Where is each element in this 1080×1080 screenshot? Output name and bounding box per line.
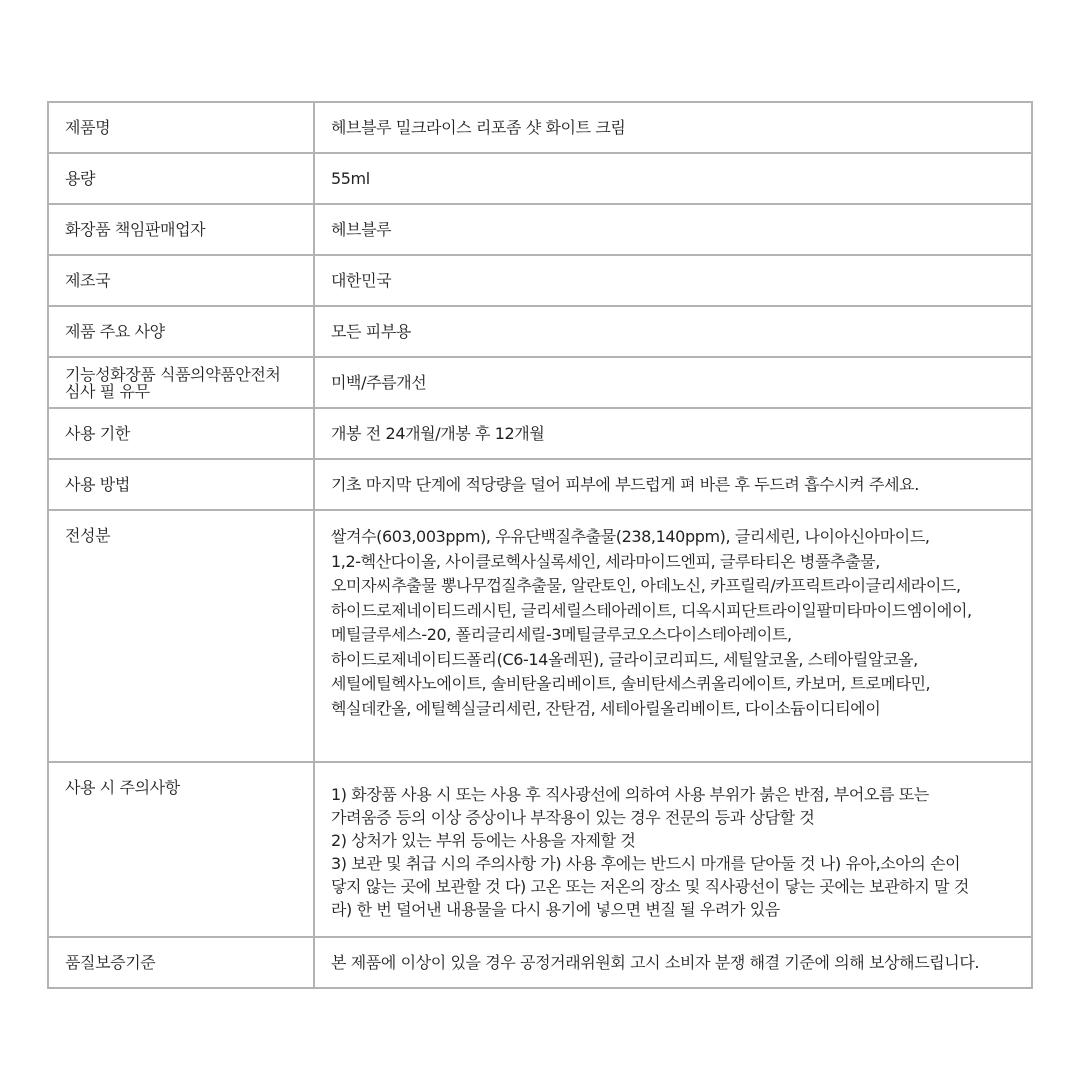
product-info-table [47, 101, 1033, 989]
ingredients-line: 메틸글루세스-20, 폴리글리세릴-3메틸글루코오스다이스테아레이트, [331, 625, 792, 644]
value-expiry: 개봉 전 24개월/개봉 후 12개월 [314, 408, 1032, 459]
cautions-line: 라) 한 번 덜어낸 내용물을 다시 용기에 넣으면 변질 될 우려가 있음 [331, 900, 780, 919]
value-ingredients [314, 510, 1032, 762]
label-seller: 화장품 책임판매업자 [48, 204, 314, 255]
table-row-spec [48, 306, 1032, 357]
cautions-line: 1) 화장품 사용 시 또는 사용 후 직사광선에 의하여 사용 부위가 붉은 반점, 부어오름 또는 [331, 785, 929, 804]
value-seller: 헤브블루 [314, 204, 1032, 255]
value-warranty: 본 제품에 이상이 있을 경우 공정거래위원회 고시 소비자 분쟁 해결 기준에 의해 보상해드립니다. [314, 937, 1032, 988]
label-volume: 용량 [48, 153, 314, 204]
label-expiry: 사용 기한 [48, 408, 314, 459]
label-functional: 기능성화장품 식품의약품안전처 심사 필 유무 [48, 357, 314, 408]
value-country: 대한민국 [314, 255, 1032, 306]
cautions-line: 3) 보관 및 취급 시의 주의사항 가) 사용 후에는 반드시 마개를 닫아둘 것 나) 유아,소아의 손이 [331, 854, 961, 873]
table-row-usage [48, 459, 1032, 510]
ingredients-line: 세틸에틸헥사노에이트, 솔비탄올리베이트, 솔비탄세스퀴올리에이트, 카보머, 트로메타민, [331, 674, 931, 693]
label-product-name: 제품명 [48, 102, 314, 153]
label-warranty: 품질보증기준 [48, 937, 314, 988]
label-cautions: 사용 시 주의사항 [48, 762, 314, 937]
table-row-product-name [48, 102, 1032, 153]
table-row-seller [48, 204, 1032, 255]
ingredients-line: 하이드로제네이티드레시틴, 글리세릴스테아레이트, 디옥시피단트라이일팔미타마이드엠이에이, [331, 600, 972, 620]
ingredients-line: 오미자씨추출물 뽕나무껍질추출물, 알란토인, 아데노신, 카프릴릭/카프릭트라이글리세라이드, [331, 576, 961, 595]
value-spec: 모든 피부용 [314, 306, 1032, 357]
value-volume: 55ml [314, 153, 1032, 204]
table-row-volume [48, 153, 1032, 204]
label-spec: 제품 주요 사양 [48, 306, 314, 357]
ingredients-line: 쌀겨수(603,003ppm), 우유단백질추출물(238,140ppm), 글리세린, 나이아신아마이드, [331, 527, 930, 546]
table-row-expiry [48, 408, 1032, 459]
table-row-country [48, 255, 1032, 306]
cautions-line: 닿지 않는 곳에 보관할 것 다) 고온 또는 저온의 장소 및 직사광선이 닿는 곳에는 보관하지 말 것 [331, 877, 969, 896]
ingredients-line: 헥실데칸올, 에틸헥실글리세린, 잔탄검, 세테아릴올리베이트, 다이소듐이디티에이 [331, 698, 881, 718]
table-row-cautions [48, 762, 1032, 937]
cautions-line: 가려움증 등의 이상 증상이나 부작용이 있는 경우 전문의 등과 상담할 것 [331, 808, 815, 827]
table-row-ingredients [48, 510, 1032, 762]
label-usage: 사용 방법 [48, 459, 314, 510]
ingredients-line: 1,2-헥산다이올, 사이클로헥사실록세인, 세라마이드엔피, 글루타티온 병풀추출물, [331, 551, 880, 571]
label-country: 제조국 [48, 255, 314, 306]
label-ingredients: 전성분 [48, 510, 314, 762]
value-product-name: 헤브블루 밀크라이스 리포좀 샷 화이트 크림 [314, 102, 1032, 153]
cautions-line: 2) 상처가 있는 부위 등에는 사용을 자제할 것 [331, 831, 636, 850]
value-functional: 미백/주름개선 [314, 357, 1032, 408]
value-usage: 기초 마지막 단계에 적당량을 덜어 피부에 부드럽게 펴 바른 후 두드려 흡수시켜 주세요. [314, 459, 1032, 510]
value-cautions [314, 762, 1032, 937]
table-row-functional [48, 357, 1032, 408]
ingredients-line: 하이드로제네이티드폴리(C6-14올레핀), 글라이코리피드, 세틸알코올, 스테아릴알코올, [331, 649, 918, 669]
table-row-warranty [48, 937, 1032, 988]
